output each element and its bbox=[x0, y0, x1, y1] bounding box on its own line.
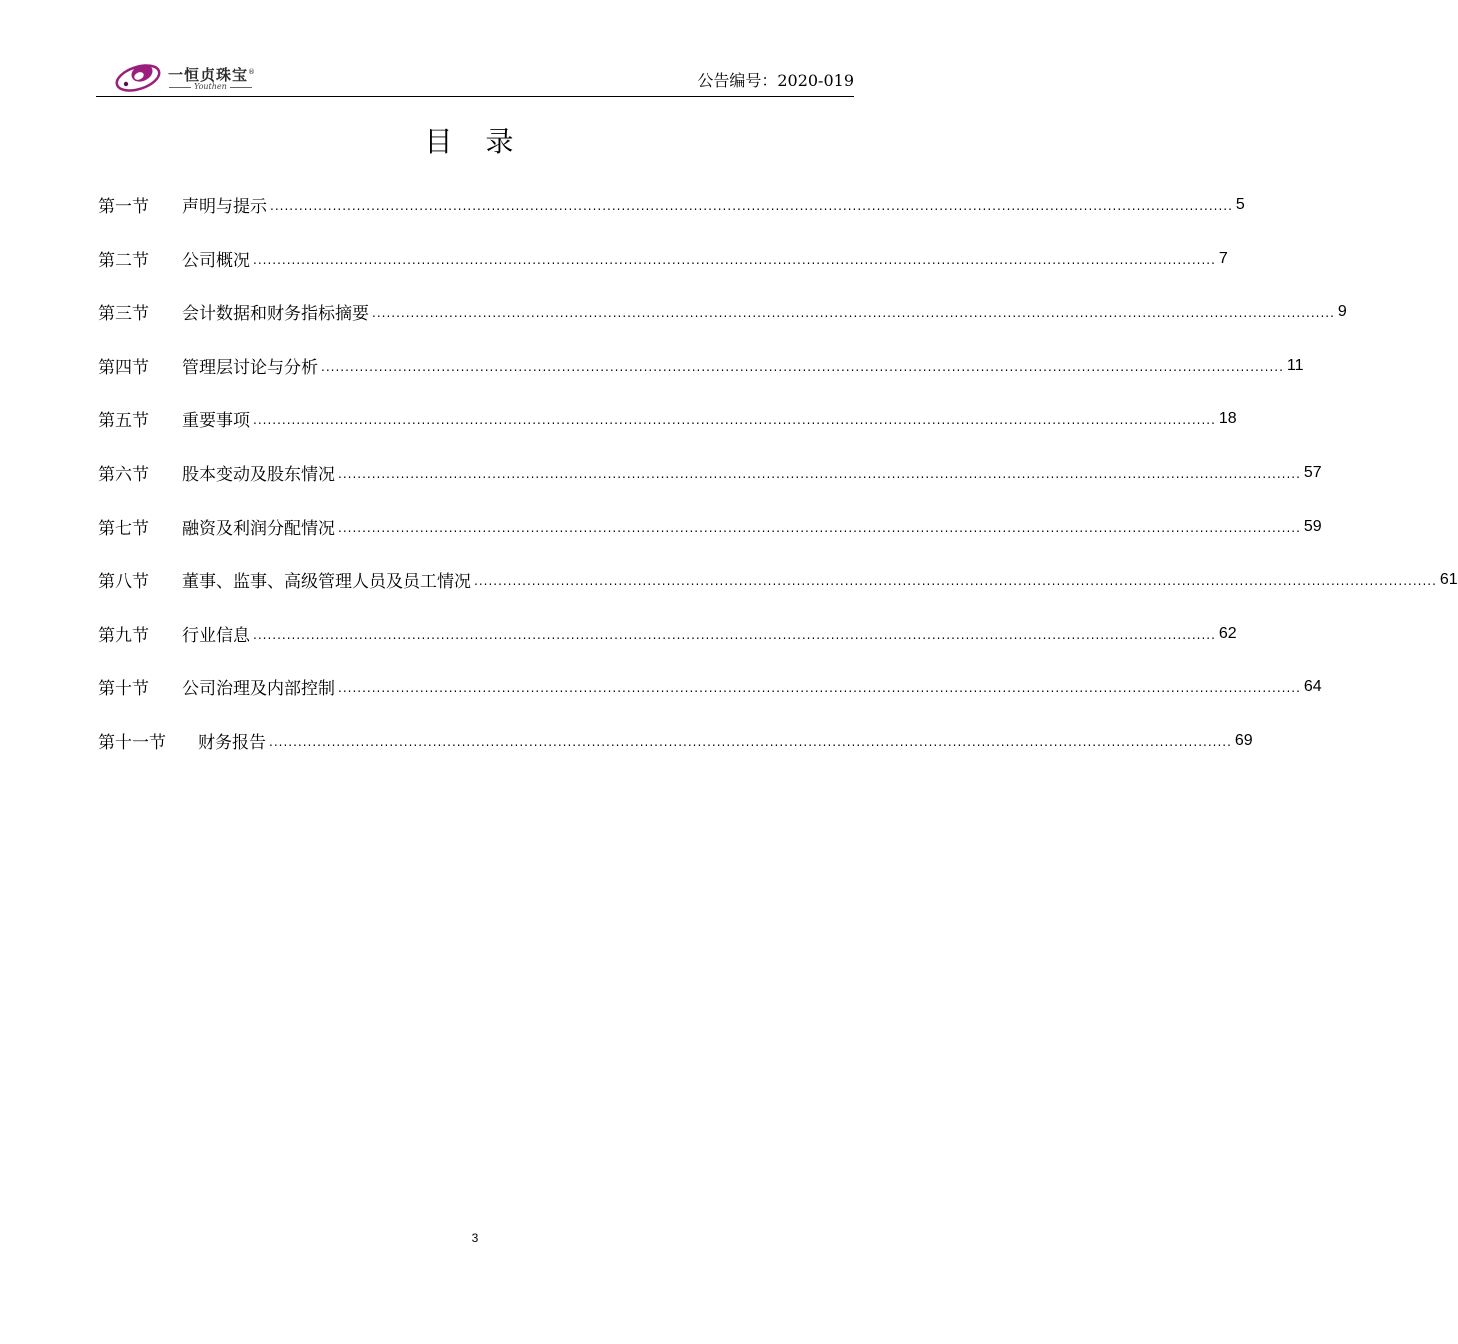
toc-section-title: 股本变动及股东情况 bbox=[182, 464, 335, 485]
toc-leader-dots: ........................................................................................................................................................................................................ bbox=[253, 413, 1216, 428]
toc-entry[interactable] bbox=[98, 514, 1322, 568]
toc-page-number: 61 bbox=[1439, 571, 1458, 589]
toc-page-number: 69 bbox=[1234, 731, 1253, 749]
toc-page-number: 62 bbox=[1218, 624, 1237, 642]
toc-section-number: 第一节 bbox=[98, 197, 149, 217]
toc-entry[interactable] bbox=[98, 353, 1304, 407]
logo-english-name: Youthen bbox=[166, 82, 255, 91]
toc-page-number: 7 bbox=[1218, 249, 1228, 267]
toc-entry[interactable] bbox=[98, 246, 1228, 300]
company-logo bbox=[114, 58, 274, 94]
toc-section-number: 第九节 bbox=[98, 625, 149, 646]
toc-page-number: 57 bbox=[1303, 463, 1322, 481]
table-of-contents bbox=[98, 192, 1458, 782]
toc-section-number: 第七节 bbox=[98, 518, 149, 539]
toc-section-number: 第二节 bbox=[98, 250, 149, 271]
toc-leader-dots: ........................................................................................................................................................................................................ bbox=[338, 466, 1301, 481]
toc-leader-dots: ........................................................................................................................................................................................................ bbox=[338, 681, 1301, 696]
toc-entry[interactable] bbox=[98, 299, 1347, 353]
toc-section-title: 声明与提示 bbox=[182, 197, 267, 217]
logo-chinese-name: 一恒贞珠宝® bbox=[168, 66, 257, 84]
toc-section-title: 融资及利润分配情况 bbox=[182, 518, 335, 539]
toc-section-number: 第五节 bbox=[98, 411, 149, 432]
toc-leader-dots: ........................................................................................................................................................................................................ bbox=[338, 520, 1301, 535]
toc-leader-dots: ........................................................................................................................................................................................................ bbox=[270, 199, 1233, 213]
page-header bbox=[96, 56, 854, 97]
toc-entry[interactable] bbox=[98, 674, 1322, 728]
toc-section-title: 会计数据和财务指标摘要 bbox=[182, 304, 369, 325]
toc-page-number: 9 bbox=[1337, 303, 1347, 321]
logo-mark-icon bbox=[114, 58, 166, 94]
toc-section-number: 第十节 bbox=[98, 679, 149, 700]
page-number: 3 bbox=[471, 1231, 479, 1245]
toc-section-number: 第十一节 bbox=[98, 732, 166, 753]
toc-section-number: 第六节 bbox=[98, 464, 149, 485]
toc-entry[interactable] bbox=[98, 621, 1237, 675]
announcement-number: 公告编号：2020-019 bbox=[697, 71, 854, 90]
toc-leader-dots: ........................................................................................................................................................................................................ bbox=[321, 359, 1284, 374]
toc-page-number: 59 bbox=[1303, 517, 1322, 535]
toc-entry[interactable] bbox=[98, 192, 1245, 246]
toc-entry[interactable] bbox=[98, 728, 1253, 782]
toc-entry[interactable] bbox=[98, 567, 1458, 621]
toc-section-title: 重要事项 bbox=[182, 411, 250, 432]
toc-entry[interactable] bbox=[98, 406, 1237, 460]
toc-page-number: 18 bbox=[1218, 410, 1237, 428]
toc-leader-dots: ........................................................................................................................................................................................................ bbox=[372, 306, 1335, 321]
toc-section-title: 财务报告 bbox=[198, 732, 266, 753]
toc-section-title: 董事、监事、高级管理人员及员工情况 bbox=[182, 572, 471, 593]
toc-leader-dots: ........................................................................................................................................................................................................ bbox=[474, 574, 1437, 589]
toc-section-title: 行业信息 bbox=[182, 625, 250, 646]
toc-leader-dots: ........................................................................................................................................................................................................ bbox=[253, 252, 1216, 267]
toc-leader-dots: ........................................................................................................................................................................................................ bbox=[253, 627, 1216, 642]
toc-page-number: 11 bbox=[1286, 356, 1304, 374]
toc-section-title: 公司治理及内部控制 bbox=[182, 679, 335, 700]
toc-leader-dots: ........................................................................................................................................................................................................ bbox=[269, 734, 1232, 749]
toc-section-title: 管理层讨论与分析 bbox=[182, 357, 318, 378]
toc-page-number: 5 bbox=[1235, 196, 1245, 213]
toc-section-number: 第三节 bbox=[98, 304, 149, 325]
toc-page-number: 64 bbox=[1303, 678, 1322, 696]
toc-section-number: 第八节 bbox=[98, 572, 149, 593]
toc-title: 目 录 bbox=[424, 125, 526, 158]
toc-section-title: 公司概况 bbox=[182, 250, 250, 271]
toc-section-number: 第四节 bbox=[98, 357, 149, 378]
toc-entry[interactable] bbox=[98, 460, 1322, 514]
